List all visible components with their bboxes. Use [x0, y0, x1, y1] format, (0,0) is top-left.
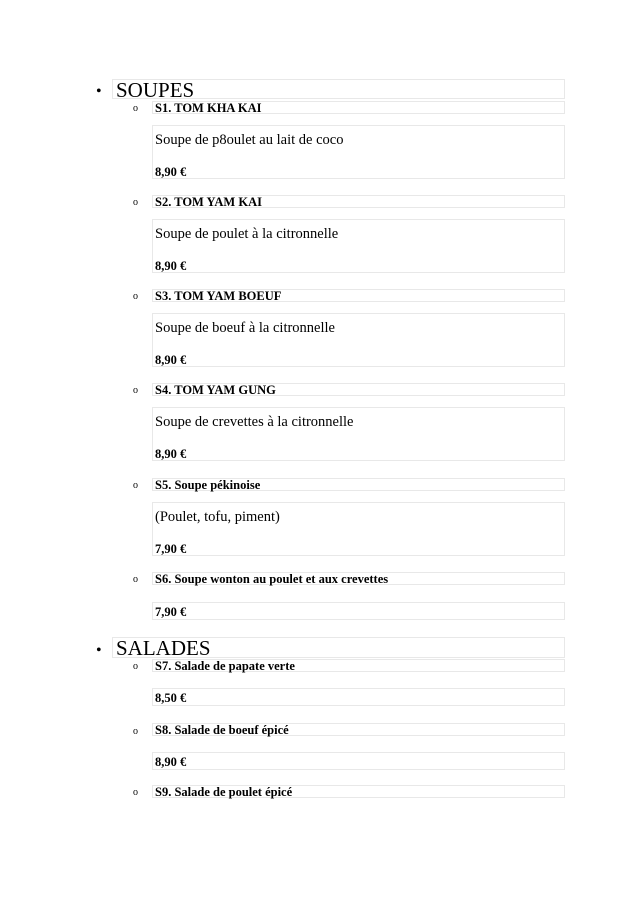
menu-item-title: S4. TOM YAM GUNG: [152, 383, 565, 396]
menu-item-description: Soupe de boeuf à la citronnelle: [155, 320, 335, 336]
menu-item-title: S5. Soupe pékinoise: [152, 478, 565, 491]
bullet-circle-icon: o: [133, 480, 138, 491]
menu-item-details: [152, 313, 565, 367]
menu-item-price: 8,90 €: [155, 755, 187, 769]
menu-item-details: [152, 602, 565, 620]
menu-item-description: (Poulet, tofu, piment): [155, 509, 280, 525]
menu-item-details: [152, 125, 565, 179]
menu-item-title: S3. TOM YAM BOEUF: [152, 289, 565, 302]
menu-item-price: 7,90 €: [155, 605, 187, 619]
menu-item-price: 8,90 €: [155, 353, 187, 367]
bullet-circle-icon: o: [133, 726, 138, 737]
menu-item-details: [152, 502, 565, 556]
menu-item-title: S7. Salade de papate verte: [152, 659, 565, 672]
menu-item-details: [152, 407, 565, 461]
section-heading-soupes: [112, 78, 565, 102]
menu-item-details: [152, 752, 565, 770]
bullet-circle-icon: o: [133, 385, 138, 396]
menu-item-title: S2. TOM YAM KAI: [152, 195, 565, 208]
menu-item-price: 7,90 €: [155, 542, 187, 556]
menu-item-price: 8,90 €: [155, 259, 187, 273]
menu-item-title: S8. Salade de boeuf épicé: [152, 723, 565, 736]
bullet-circle-icon: o: [133, 787, 138, 798]
menu-item-price: 8,90 €: [155, 447, 187, 461]
menu-item-price: 8,50 €: [155, 691, 187, 705]
bullet-disc-icon: •: [96, 83, 102, 100]
menu-item-title: S9. Salade de poulet épicé: [152, 785, 565, 798]
bullet-circle-icon: o: [133, 661, 138, 672]
menu-item-price: 8,90 €: [155, 165, 187, 179]
menu-item-title: S1. TOM KHA KAI: [152, 101, 565, 114]
section-title: SOUPES: [116, 78, 195, 102]
menu-item-description: Soupe de p8oulet au lait de coco: [155, 132, 344, 148]
section-heading-salades: [112, 637, 565, 658]
bullet-circle-icon: o: [133, 574, 138, 585]
bullet-disc-icon: •: [96, 642, 102, 659]
bullet-circle-icon: o: [133, 197, 138, 208]
menu-item-description: Soupe de crevettes à la citronnelle: [155, 414, 354, 430]
menu-item-title: S6. Soupe wonton au poulet et aux crevettes: [152, 572, 565, 585]
menu-item-description: Soupe de poulet à la citronnelle: [155, 226, 339, 242]
menu-item-details: [152, 688, 565, 706]
bullet-circle-icon: o: [133, 103, 138, 114]
bullet-circle-icon: o: [133, 291, 138, 302]
section-title: SALADES: [116, 636, 211, 660]
menu-item-details: [152, 219, 565, 273]
